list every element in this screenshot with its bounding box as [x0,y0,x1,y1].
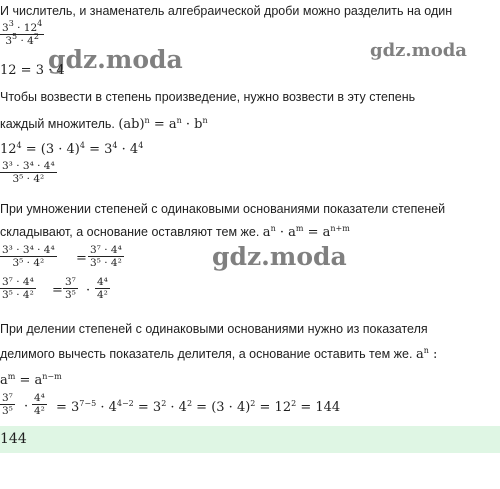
fraction-numerator: 3⁷ [65,276,76,288]
fraction-4-4-over-4-2 [32,392,47,417]
fraction-powers-of-3 [63,276,78,301]
equation-12: 12 = 3 · 4 [0,63,65,78]
multiply-sign: · [24,399,29,414]
fraction-denominator: $3^5 \cdot 4^2$ [5,32,39,47]
answer-highlight [0,426,500,453]
fraction-denominator: 4² [97,289,108,301]
fraction-numerator: 4⁴ [97,276,108,288]
watermark: gdz.moda [370,40,467,61]
fraction-numerator: 3⁷ · 4⁴ [90,244,122,256]
intro-text: И числитель, и знаменатель алгебраической дроби можно разделить на один [0,4,453,18]
fraction-denominator: 3⁵ · 4² [12,257,45,269]
watermark: gdz.moda [212,242,347,271]
rule-text-multiplication-2: складывают, а основание оставляют тем же. $a^n \cdot a^m = a^{n+m}$ [0,224,350,240]
fraction-numerator: 3⁷ [2,392,13,404]
multiply-sign: · [86,283,91,298]
fraction-denominator: 4² [34,405,45,417]
fraction-3-7-over-3-5 [0,392,15,417]
formula-power-product: $(ab)^n = a^n \cdot b^n$ [118,116,208,132]
fraction-before-combine [0,244,57,269]
rule-text-division-2: делимого вычесть показатель делителя, а основание оставить тем же. $a^n$ : [0,346,438,362]
fraction-initial [0,19,44,47]
fraction-after-combine [88,244,124,269]
fraction-numerator: 3³ · 3⁴ · 4⁴ [2,244,55,256]
fraction-denominator: 3⁵ · 4² [12,173,45,185]
fraction-split-left [0,276,36,301]
fraction-substituted [0,160,57,185]
equals-sign: = [52,283,63,298]
fraction-numerator: 4⁴ [34,392,45,404]
rule-text-multiplication: При умножении степеней с одинаковыми основаниями показатели степеней [0,202,446,216]
rule-text-power-of-product: Чтобы возвести в степень произведение, нужно возвести в эту степень [0,90,416,104]
rule-text-power-of-product-2: каждый множитель. $(ab)^n = a^n \cdot b^n$ [0,116,208,132]
fraction-numerator: 3⁷ · 4⁴ [2,276,34,288]
fraction-powers-of-4 [95,276,110,301]
equals-sign: = [76,251,87,266]
fraction-denominator: 3⁵ · 4² [2,289,34,301]
formula-division-base: $a^n$ : [415,346,438,362]
fraction-denominator: 3⁵ [65,289,76,301]
formula-multiplication: $a^n \cdot a^m = a^{n+m}$ [262,224,350,240]
fraction-numerator: $3^3 \cdot 12^4$ [2,19,43,34]
fraction-numerator: 3³ · 3⁴ · 4⁴ [2,160,55,172]
formula-division: $a^m = a^{n-m}$ [0,372,62,388]
equation-12-power: $12^4 = (3 \cdot 4)^4 = 3^4 \cdot 4^4$ [0,141,144,157]
answer-value: 144 [0,431,27,447]
fraction-denominator: 3⁵ · 4² [90,257,122,269]
watermark: gdz.moda [48,45,183,74]
fraction-denominator: 3⁵ [2,405,13,417]
final-computation: = $3^{7-5} \cdot 4^{4-2} = 3^2 \cdot 4^2 = (3 \cdot 4)^2 = 12^2 = 144$ [56,399,341,415]
rule-text-division: При делении степеней с одинаковыми основаниями нужно из показателя [0,322,428,336]
